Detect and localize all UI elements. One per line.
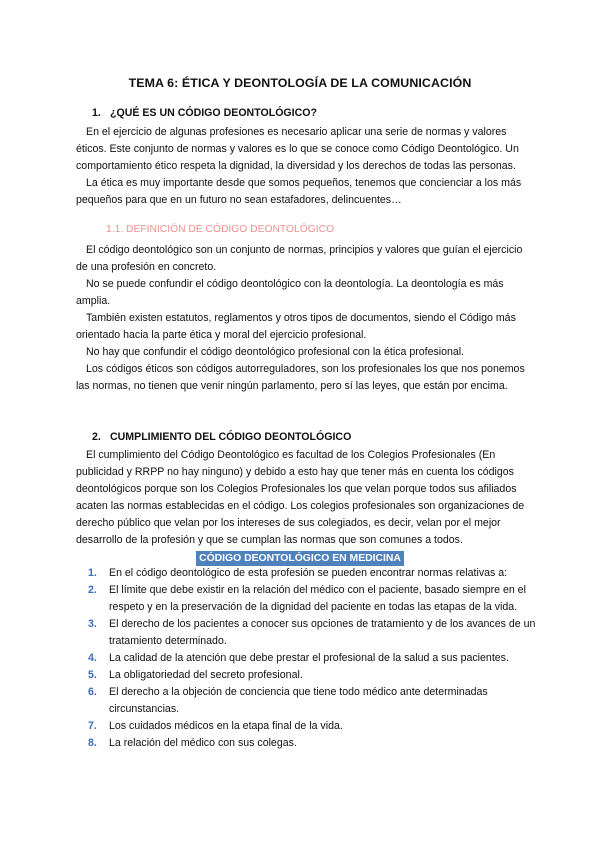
list-item: [88, 684, 538, 718]
list-item-number: 3.: [88, 618, 97, 630]
subsection-paragraph: Los códigos éticos son códigos autorreguladores, son los profesionales los que nos ponemos las normas, no tienen que venir ningún parlamento, pero sí las leyes, que están por encima.: [76, 363, 525, 392]
section-1-number: 1.: [92, 107, 101, 119]
list-item-number: 8.: [88, 737, 97, 749]
subsection-1-1-heading: 1.1. DEFINICIÓN DE CÓDIGO DEONTOLÓGICO: [106, 224, 335, 235]
section-1-body: [76, 124, 534, 209]
section-2-heading: [92, 431, 351, 443]
list-item-text: El derecho de los pacientes a conocer sus opciones de tratamiento y de los avances de un tratamiento determinado.: [109, 618, 536, 647]
list-item-number: 1.: [88, 567, 97, 579]
medicine-heading-wrap: [0, 548, 600, 566]
list-item: [88, 565, 538, 582]
list-item: [88, 650, 538, 667]
list-item-text: La calidad de la atención que debe prestar el profesional de la salud a sus pacientes.: [109, 652, 509, 664]
section-1-paragraph: En el ejercicio de algunas profesiones es necesario aplicar una serie de normas y valores éticos. Este conjunto de normas y valores es lo que se conoce como Código Deontológico. Un comportamiento ético respeta la dignidad, la diversidad y los derechos de todas las personas.: [76, 126, 519, 172]
list-item-number: 4.: [88, 652, 97, 664]
list-item: [88, 582, 538, 616]
list-item-number: 6.: [88, 686, 97, 698]
section-1-heading-text: ¿QUÉ ES UN CÓDIGO DEONTOLÓGICO?: [110, 107, 317, 119]
subsection-paragraph: También existen estatutos, reglamentos y otros tipos de documentos, siendo el Código más orientado hacia la parte ética y moral del ejercicio profesional.: [76, 312, 516, 341]
medicine-code-heading: CÓDIGO DEONTOLÓGICO EN MEDICINA: [196, 551, 404, 566]
list-item: [88, 667, 538, 684]
section-2-heading-text: CUMPLIMIENTO DEL CÓDIGO DEONTOLÓGICO: [110, 431, 352, 443]
document-title: TEMA 6: ÉTICA Y DEONTOLOGÍA DE LA COMUNICACIÓN: [128, 76, 472, 90]
section-2-number: 2.: [92, 431, 101, 443]
section-2-body: [76, 447, 534, 549]
list-item-number: 7.: [88, 720, 97, 732]
list-item-text: En el código deontológico de esta profesión se pueden encontrar normas relativas a:: [109, 567, 508, 579]
section-1-heading: [92, 107, 317, 119]
section-1-paragraph: La ética es muy importante desde que somos pequeños, tenemos que concienciar a los más pequeños para que en un futuro no sean estafadores, delincuentes…: [76, 177, 522, 206]
list-item-text: Los cuidados médicos en la etapa final de la vida.: [109, 720, 343, 732]
subsection-paragraph: El código deontológico son un conjunto de normas, principios y valores que guían el ejercicio de una profesión en concreto.: [76, 244, 523, 273]
list-item-text: El límite que debe existir en la relación del médico con el paciente, basado siempre en el respeto y en la preservación de la dignidad del paciente en todas las etapas de la vida.: [109, 584, 526, 613]
subsection-paragraph: No hay que confundir el código deontológico profesional con la ética profesional.: [86, 346, 465, 358]
list-item-number: 5.: [88, 669, 97, 681]
list-item: [88, 735, 538, 752]
section-2-paragraph: El cumplimiento del Código Deontológico es facultad de los Colegios Profesionales (En publicidad y RRPP no hay ninguno) y debido a esto hay que tener más en cuenta los códigos deontológicos porque son los Colegios Profesionales los que velan porque todos sus afiliados acaten las normas establecidas en el código. Los colegios profesionales son organizaciones de derecho público que velan por los intereses de sus colegiados, es decir, velan por el mejor desarrollo de la profesión y que se cumplan las normas que son comunes a todos.: [76, 449, 525, 546]
list-item-text: La relación del médico con sus colegas.: [109, 737, 297, 749]
subsection-1-1-body: [76, 242, 534, 395]
list-item: [88, 718, 538, 735]
subsection-paragraph: No se puede confundir el código deontológico con la deontología. La deontología es más amplia.: [76, 278, 504, 307]
list-item-text: El derecho a la objeción de conciencia que tiene todo médico ante determinadas circunstancias.: [109, 686, 488, 715]
list-item: [88, 616, 538, 650]
list-item-number: 2.: [88, 584, 97, 596]
medicine-norms-list: [88, 565, 538, 752]
list-item-text: La obligatoriedad del secreto profesional.: [109, 669, 303, 681]
